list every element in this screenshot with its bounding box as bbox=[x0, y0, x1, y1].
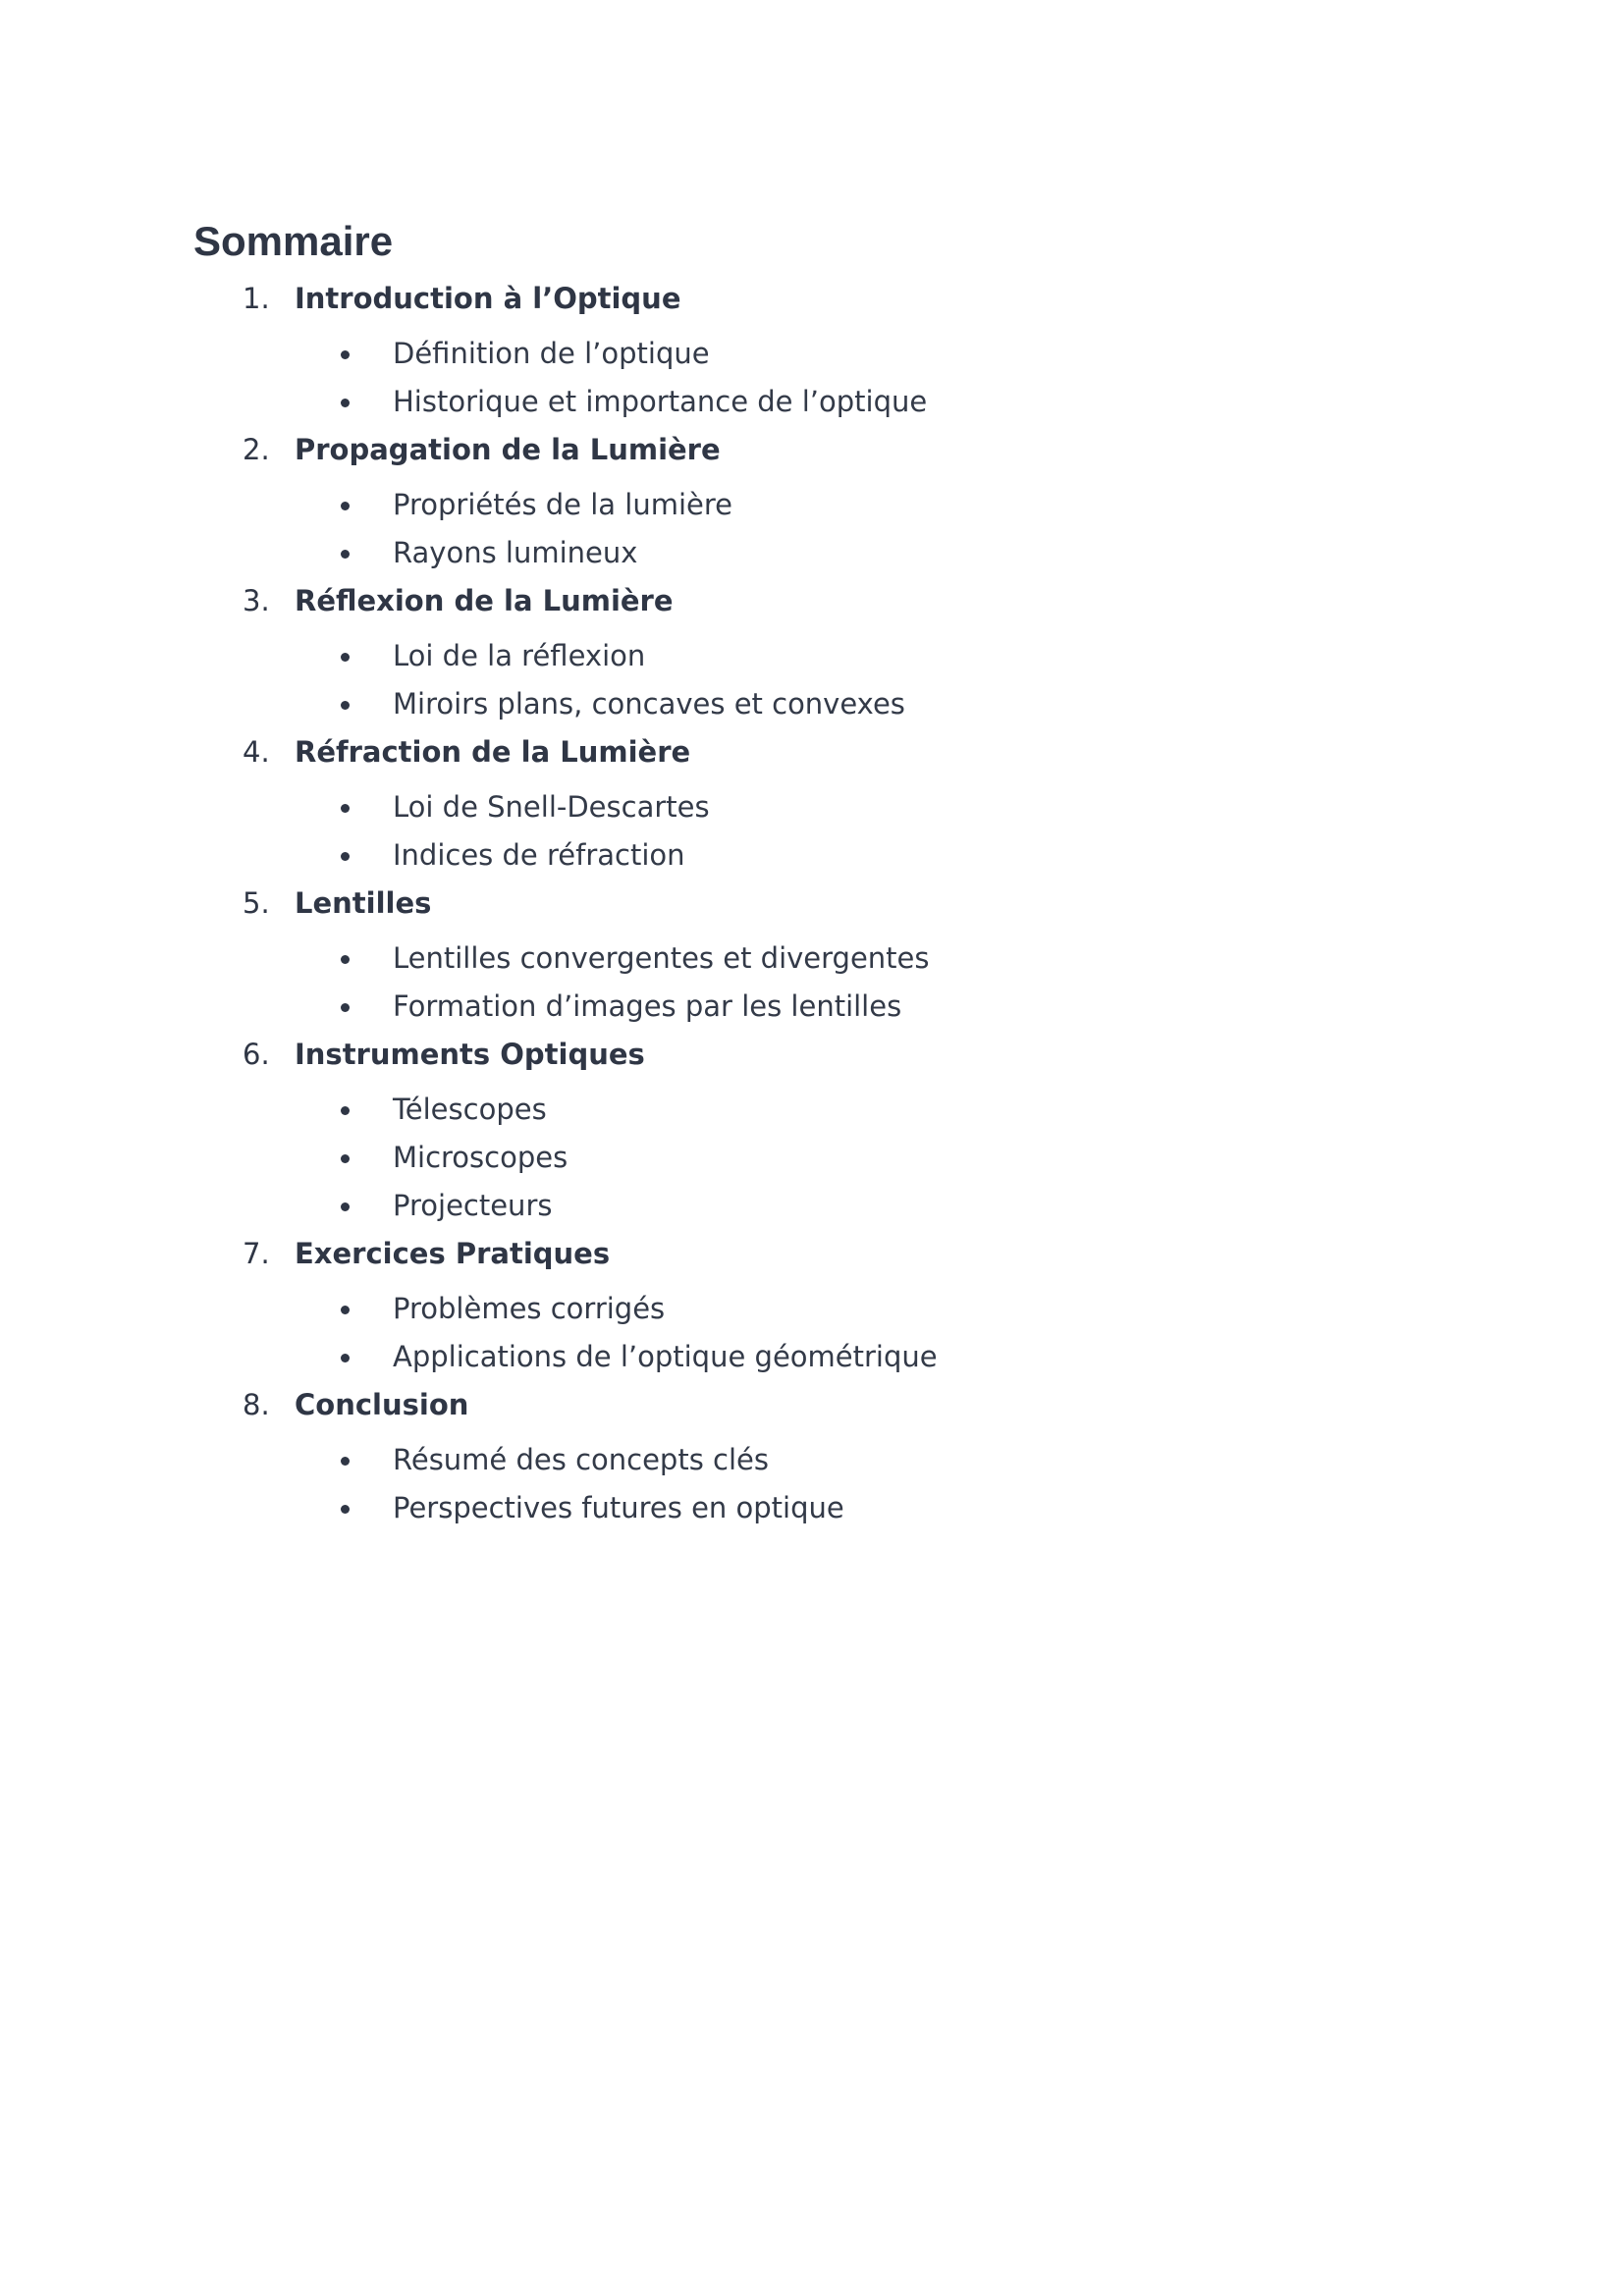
toc-section-title: Conclusion bbox=[295, 1388, 469, 1421]
toc-section-number: 8. bbox=[243, 1388, 270, 1421]
toc-subsection-list bbox=[0, 323, 1624, 426]
toc-section bbox=[0, 880, 1624, 1031]
toc-subsection-item bbox=[0, 1333, 1624, 1381]
bullet-icon bbox=[341, 1154, 350, 1163]
bullet-icon bbox=[341, 502, 350, 510]
bullet-icon bbox=[341, 399, 350, 407]
toc-section bbox=[0, 728, 1624, 880]
bullet-icon bbox=[341, 550, 350, 559]
toc-subsection-label: Loi de la réflexion bbox=[393, 639, 646, 672]
toc-section-heading bbox=[0, 1381, 1624, 1429]
toc-subsection-label: Indices de réfraction bbox=[393, 838, 685, 872]
toc-subsection-item bbox=[0, 481, 1624, 529]
toc-subsection-item bbox=[0, 680, 1624, 728]
toc-section bbox=[0, 1381, 1624, 1532]
toc-section-title: Introduction à l’Optique bbox=[295, 282, 681, 315]
toc-section-title: Propagation de la Lumière bbox=[295, 433, 721, 466]
toc-subsection-label: Télescopes bbox=[393, 1093, 547, 1126]
bullet-icon bbox=[341, 1202, 350, 1211]
toc-subsection-list bbox=[0, 776, 1624, 880]
toc-section-number: 6. bbox=[243, 1038, 270, 1071]
toc-subsection-item bbox=[0, 529, 1624, 577]
toc-section bbox=[0, 577, 1624, 728]
table-of-contents bbox=[0, 275, 1624, 1532]
bullet-icon bbox=[341, 1457, 350, 1466]
bullet-icon bbox=[341, 1003, 350, 1012]
bullet-icon bbox=[341, 1505, 350, 1514]
toc-section-title: Exercices Pratiques bbox=[295, 1237, 611, 1270]
bullet-icon bbox=[341, 852, 350, 861]
page-title: Sommaire bbox=[193, 218, 394, 264]
toc-subsection-item bbox=[0, 983, 1624, 1031]
toc-subsection-item bbox=[0, 1182, 1624, 1230]
bullet-icon bbox=[341, 1106, 350, 1115]
toc-section bbox=[0, 426, 1624, 577]
bullet-icon bbox=[341, 701, 350, 710]
bullet-icon bbox=[341, 955, 350, 964]
toc-subsection-label: Formation d’images par les lentilles bbox=[393, 989, 902, 1023]
toc-subsection-item bbox=[0, 1134, 1624, 1182]
toc-subsection-list bbox=[0, 625, 1624, 728]
toc-section-number: 4. bbox=[243, 735, 270, 769]
toc-subsection-item bbox=[0, 783, 1624, 831]
toc-section-heading bbox=[0, 577, 1624, 625]
toc-subsection-list bbox=[0, 928, 1624, 1031]
toc-section-heading bbox=[0, 275, 1624, 323]
toc-subsection-list bbox=[0, 474, 1624, 577]
toc-subsection-label: Résumé des concepts clés bbox=[393, 1443, 769, 1476]
bullet-icon bbox=[341, 804, 350, 813]
bullet-icon bbox=[341, 1354, 350, 1362]
toc-section-heading bbox=[0, 1230, 1624, 1278]
toc-section-number: 7. bbox=[243, 1237, 270, 1270]
bullet-icon bbox=[341, 653, 350, 662]
toc-section-title: Réfraction de la Lumière bbox=[295, 735, 691, 769]
toc-section-heading bbox=[0, 880, 1624, 928]
toc-subsection-item bbox=[0, 378, 1624, 426]
toc-section-number: 3. bbox=[243, 584, 270, 617]
toc-subsection-label: Rayons lumineux bbox=[393, 536, 638, 569]
toc-subsection-label: Définition de l’optique bbox=[393, 337, 710, 370]
toc-subsection-item bbox=[0, 1484, 1624, 1532]
toc-subsection-label: Problèmes corrigés bbox=[393, 1292, 666, 1325]
toc-subsection-label: Propriétés de la lumière bbox=[393, 488, 733, 521]
toc-subsection-item bbox=[0, 1285, 1624, 1333]
toc-subsection-item bbox=[0, 1436, 1624, 1484]
toc-subsection-label: Loi de Snell-Descartes bbox=[393, 790, 710, 824]
toc-section-title: Réflexion de la Lumière bbox=[295, 584, 674, 617]
toc-subsection-item bbox=[0, 330, 1624, 378]
toc-subsection-list bbox=[0, 1079, 1624, 1230]
toc-section bbox=[0, 1230, 1624, 1381]
toc-subsection-list bbox=[0, 1278, 1624, 1381]
toc-subsection-item bbox=[0, 831, 1624, 880]
toc-subsection-label: Perspectives futures en optique bbox=[393, 1491, 844, 1524]
toc-subsection-label: Historique et importance de l’optique bbox=[393, 385, 928, 418]
toc-subsection-label: Projecteurs bbox=[393, 1189, 553, 1222]
toc-section-heading bbox=[0, 728, 1624, 776]
toc-section-title: Lentilles bbox=[295, 886, 432, 920]
toc-subsection-label: Microscopes bbox=[393, 1141, 568, 1174]
toc-subsection-list bbox=[0, 1429, 1624, 1532]
bullet-icon bbox=[341, 350, 350, 359]
toc-subsection-label: Miroirs plans, concaves et convexes bbox=[393, 687, 905, 721]
toc-section-heading bbox=[0, 1031, 1624, 1079]
toc-section-heading bbox=[0, 426, 1624, 474]
toc-section bbox=[0, 275, 1624, 426]
toc-section-number: 5. bbox=[243, 886, 270, 920]
toc-subsection-item bbox=[0, 934, 1624, 983]
toc-subsection-item bbox=[0, 1086, 1624, 1134]
toc-subsection-label: Applications de l’optique géométrique bbox=[393, 1340, 938, 1373]
toc-subsection-label: Lentilles convergentes et divergentes bbox=[393, 941, 930, 975]
toc-subsection-item bbox=[0, 632, 1624, 680]
toc-section-number: 1. bbox=[243, 282, 270, 315]
toc-section-title: Instruments Optiques bbox=[295, 1038, 645, 1071]
bullet-icon bbox=[341, 1306, 350, 1314]
toc-section bbox=[0, 1031, 1624, 1230]
toc-section-number: 2. bbox=[243, 433, 270, 466]
